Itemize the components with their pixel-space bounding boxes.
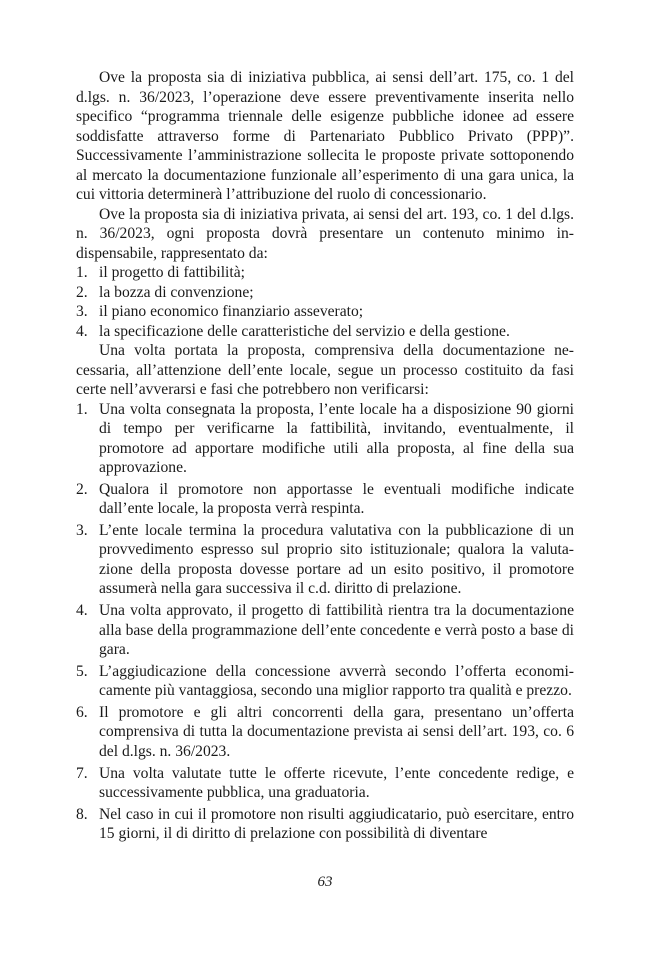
list-item <box>76 302 574 322</box>
list-minimum-contents <box>76 263 574 341</box>
list-item-text: Una volta consegnata la proposta, l’ente locale ha a disposizione 90 giorni di tempo per verificarne la fattibilità, invitando, eventualmente, il promotore ad apportare modifiche utili alla proposta, al fine della sua approvazione. <box>99 400 574 476</box>
list-item-text: Nel caso in cui il promotore non risulti aggiudicatario, può esercitare, entro 15 giorni, il di diritto di prelazione con possibilità di diventare <box>99 805 574 843</box>
list-item-number: 1. <box>76 400 88 418</box>
paragraph-private-initiative: Ove la proposta sia di iniziativa privata, ai sensi del art. 193, co. 1 del d.lgs. n. 36/2023, ogni proposta dovrà presentare un contenuto minimo indispensabile, rappresentato da: <box>76 205 574 262</box>
page-body <box>76 68 574 846</box>
list-item-text: la specificazione delle caratteristiche del servizio e della gestione. <box>99 322 510 340</box>
list-item-number: 8. <box>76 805 88 823</box>
list-item-number: 3. <box>76 303 88 320</box>
list-item <box>76 521 574 599</box>
list-item <box>76 601 574 660</box>
list-item-text: Una volta valutate tutte le offerte ricevute, l’ente concedente redige, e successivamente pubblica, una graduatoria. <box>99 764 574 802</box>
list-item-number: 3. <box>76 521 88 539</box>
paragraph-public-initiative: Ove la proposta sia di iniziativa pubblica, ai sensi dell’art. 175, co. 1 del d.lgs. n. 36/2023, l’operazione deve essere preventivamente inserita nello specifico “programma triennale delle esigenze pubbliche idonee ad essere soddisfatte attraverso forme di Partenariato Pubblico Privato (PPP)”. Successivamente l’amministrazione sollecita le proposte private sottoponendo al mercato la documentazione funzionale all’esperimento di una gara unica, la cui vittoria determinerà l’attribuzione del ruolo di concessionario. <box>76 69 574 203</box>
list-item-text: il piano economico finanziario asseverato; <box>99 303 364 320</box>
list-item-text: L’ente locale termina la procedura valutativa con la pubblicazione di un provvedimento espresso sul proprio sito istituzionale; qualora la valutazione della proposta dovesse portare ad un esito positivo, il promotore assumerà nella gara successiva il c.d. diritto di prelazione. <box>99 521 574 598</box>
list-item-number: 1. <box>76 264 88 281</box>
list-item <box>76 400 574 478</box>
list-item-number: 2. <box>76 283 88 301</box>
list-item-number: 4. <box>76 602 88 620</box>
list-item-text: la bozza di convenzione; <box>99 283 254 301</box>
list-item-text: Una volta approvato, il progetto di fattibilità rientra tra la documentazione alla base della programmazione dell’ente concedente e verrà posto a base di gara. <box>99 602 574 659</box>
list-item <box>76 480 574 519</box>
list-item <box>76 322 574 342</box>
list-item-text: L’aggiudicazione della concessione avverrà secondo l’offerta economicamente più vantaggiosa, secondo una miglior rapporto tra qualità e prezzo. <box>99 662 574 700</box>
list-item-number: 4. <box>76 322 88 340</box>
list-item <box>76 263 574 283</box>
list-item-text: il progetto di fattibilità; <box>99 264 245 281</box>
list-item-text: Qualora il promotore non apportasse le eventuali modifiche indicate dall’ente locale, la proposta verrà respinta. <box>99 480 574 518</box>
list-item <box>76 662 574 701</box>
list-item-number: 5. <box>76 662 88 680</box>
list-item-number: 7. <box>76 764 88 782</box>
list-process-steps <box>76 400 574 844</box>
list-item-text: Il promotore e gli altri concorrenti della gara, presentano un’offerta comprensiva di tutta la documentazione prevista ai sensi dell’art. 193, co. 6 del d.lgs. n. 36/2023. <box>99 703 574 760</box>
paragraph-process-intro: Una volta portata la proposta, comprensiva della documentazione necessaria, all’attenzione dell’ente locale, segue un processo costituito da fasi certe nell’avverarsi e fasi che potrebbero non verificarsi: <box>76 342 574 398</box>
list-item-number: 6. <box>76 703 88 721</box>
list-item <box>76 283 574 303</box>
page-number: 63 <box>317 874 333 890</box>
list-item <box>76 805 574 844</box>
list-item-number: 2. <box>76 480 88 498</box>
list-item <box>76 703 574 762</box>
list-item <box>76 764 574 803</box>
